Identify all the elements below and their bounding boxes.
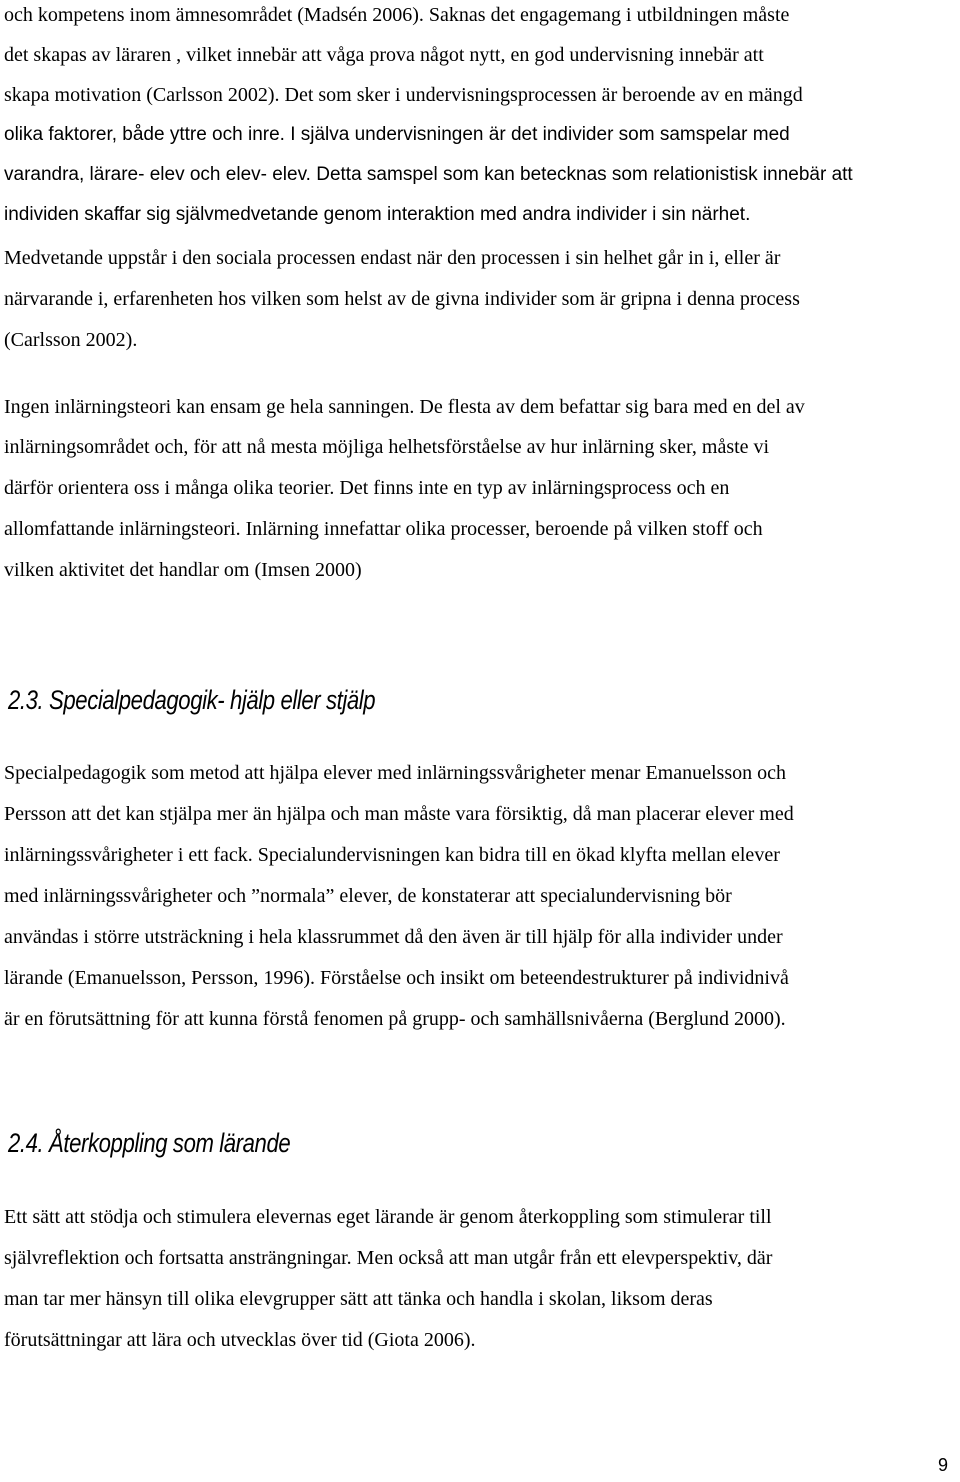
text-line: inlärningsområdet och, för att nå mesta möjliga helhetsförståelse av hur inlärning sker, måste vi: [4, 436, 770, 458]
section-heading: 2.3. Specialpedagogik- hjälp eller stjälp: [8, 685, 376, 715]
text-line: och kompetens inom ämnesområdet (Madsén 2006). Saknas det engagemang i utbildningen måste: [4, 4, 790, 26]
text-line: skapa motivation (Carlsson 2002). Det som sker i undervisningsprocessen är beroende av en mängd: [4, 84, 803, 106]
text-line: inlärningssvårigheter i ett fack. Specialundervisningen kan bidra till en ökad klyfta mellan elever: [4, 844, 780, 866]
text-line: allomfattande inlärningsteori. Inlärning innefattar olika processer, beroende på vilken stoff och: [4, 518, 763, 540]
text-line: man tar mer hänsyn till olika elevgrupper sätt att tänka och handla i skolan, liksom deras: [4, 1288, 713, 1310]
section-heading: 2.4. Återkoppling som lärande: [8, 1128, 291, 1158]
text-line: varandra, lärare- elev och elev- elev. Detta samspel som kan betecknas som relationistisk innebär att: [4, 164, 853, 185]
text-line: individen skaffar sig självmedvetande genom interaktion med andra individer i sin närhet.: [4, 204, 751, 225]
page-number: 9: [937, 1455, 948, 1475]
text-line: med inlärningssvårigheter och ”normala” elever, de konstaterar att specialundervisning bör: [4, 885, 732, 907]
text-line: förutsättningar att lära och utvecklas över tid (Giota 2006).: [4, 1329, 476, 1351]
text-line: är en förutsättning för att kunna förstå fenomen på grupp- och samhällsnivåerna (Berglund 2000).: [4, 1008, 786, 1030]
text-line: användas i större utsträckning i hela klassrummet då den även är till hjälp för alla individer under: [4, 926, 783, 948]
text-line: självreflektion och fortsatta ansträngningar. Men också att man utgår från ett elevperspektiv, där: [4, 1247, 773, 1269]
text-line: Ett sätt att stödja och stimulera elevernas eget lärande är genom återkoppling som stimulerar till: [4, 1206, 772, 1228]
text-line: Ingen inlärningsteori kan ensam ge hela sanningen. De flesta av dem befattar sig bara med en del av: [4, 396, 805, 418]
text-line: det skapas av läraren , vilket innebär att våga prova något nytt, en god undervisning innebär att: [4, 44, 764, 66]
text-line: Medvetande uppstår i den sociala processen endast när den processen i sin helhet går in i, eller är: [4, 247, 781, 269]
text-line: vilken aktivitet det handlar om (Imsen 2000): [4, 559, 362, 581]
text-line: (Carlsson 2002).: [4, 329, 138, 351]
text-line: närvarande i, erfarenheten hos vilken som helst av de givna individer som är gripna i denna process: [4, 288, 800, 310]
text-line: olika faktorer, både yttre och inre. I själva undervisningen är det individer som samspelar med: [4, 124, 790, 145]
text-line: lärande (Emanuelsson, Persson, 1996). Förståelse och insikt om beteendestrukturer på individnivå: [4, 967, 789, 989]
text-line: därför orientera oss i många olika teorier. Det finns inte en typ av inlärningsprocess och en: [4, 477, 730, 499]
text-line: Persson att det kan stjälpa mer än hjälpa och man måste vara försiktig, då man placerar elever med: [4, 803, 794, 825]
text-line: Specialpedagogik som metod att hjälpa elever med inlärningssvårigheter menar Emanuelsson och: [4, 762, 786, 784]
